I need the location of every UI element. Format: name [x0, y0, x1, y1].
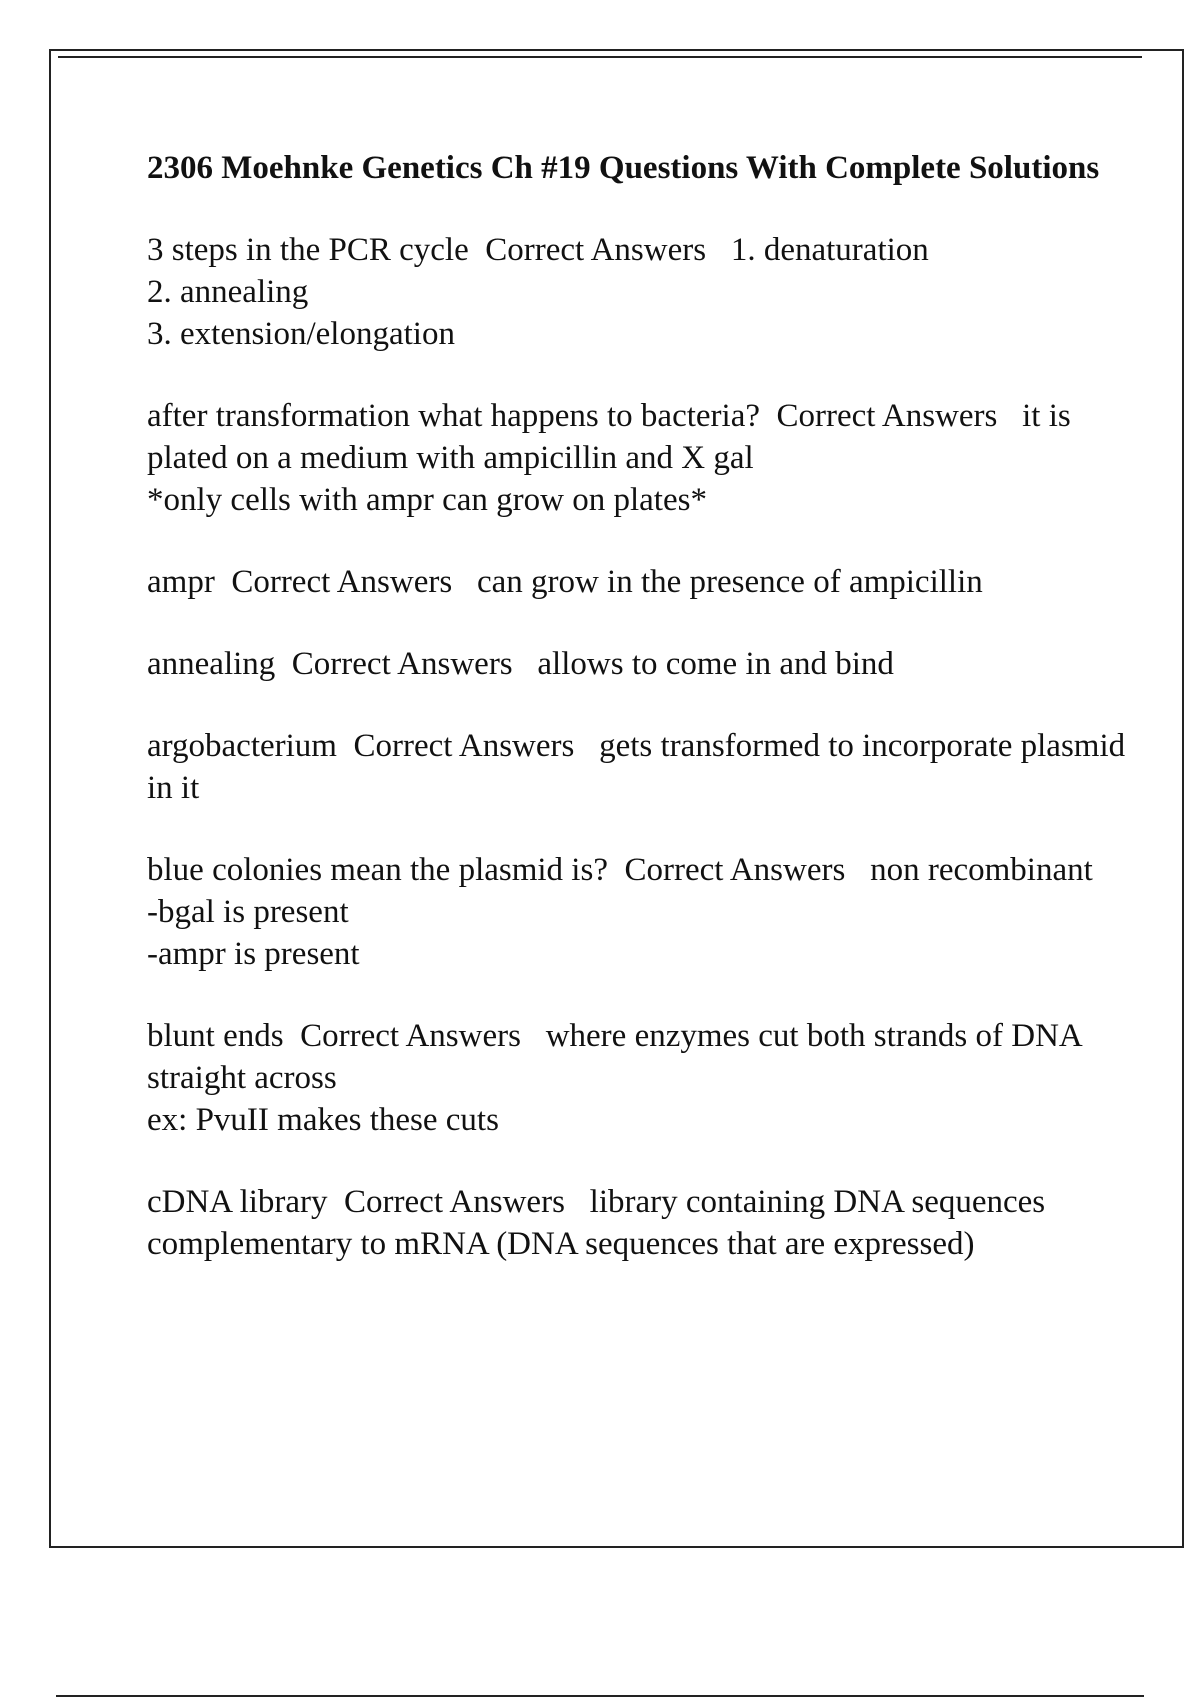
- answer-text: non recombinant -bgal is present -ampr is present: [147, 852, 1093, 972]
- answer-label: Correct Answers: [624, 852, 846, 888]
- qa-entry: [147, 229, 1157, 355]
- answer-text: library containing DNA sequences complementary to mRNA (DNA sequences that are expressed): [147, 1184, 1054, 1262]
- question-text: annealing: [147, 646, 276, 682]
- qa-entry: [147, 1181, 1157, 1265]
- question-text: after transformation what happens to bacteria?: [147, 398, 760, 434]
- question-text: ampr: [147, 564, 215, 600]
- question-text: blunt ends: [147, 1018, 284, 1054]
- answer-label: Correct Answers: [300, 1018, 521, 1054]
- qa-entry: [147, 1015, 1157, 1141]
- answer-label: Correct Answers: [353, 728, 575, 764]
- answer-label: Correct Answers: [485, 232, 707, 268]
- top-rule: [58, 56, 1142, 58]
- question-text: argobacterium: [147, 728, 337, 764]
- document-title: 2306 Moehnke Genetics Ch #19 Questions With Complete Solutions: [147, 150, 1100, 186]
- qa-entry: [147, 643, 1157, 685]
- qa-entry: [147, 725, 1157, 809]
- answer-label: Correct Answers: [231, 564, 453, 600]
- answer-text: it is plated on a medium with ampicillin and X gal *only cells with ampr can grow on plates*: [147, 398, 1071, 518]
- qa-entry: [147, 561, 1157, 603]
- bottom-rule: [56, 1695, 1144, 1697]
- answer-label: Correct Answers: [291, 646, 513, 682]
- answer-text: gets transformed to incorporate plasmid in it: [147, 728, 1134, 806]
- question-text: cDNA library: [147, 1184, 328, 1220]
- answer-label: Correct Answers: [344, 1184, 565, 1220]
- qa-entry: [147, 849, 1157, 975]
- question-text: 3 steps in the PCR cycle: [147, 232, 469, 268]
- page-frame: [49, 49, 1184, 1548]
- answer-text: can grow in the presence of ampicillin: [476, 564, 983, 600]
- answer-text: 1. denaturation 2. annealing 3. extension/elongation: [147, 232, 929, 352]
- document-body: [147, 147, 1157, 1305]
- answer-text: allows to come in and bind: [537, 646, 894, 682]
- question-text: blue colonies mean the plasmid is?: [147, 852, 608, 888]
- answer-label: Correct Answers: [776, 398, 998, 434]
- answer-text: where enzymes cut both strands of DNA straight across ex: PvuII makes these cuts: [147, 1018, 1081, 1138]
- qa-entry: [147, 395, 1157, 521]
